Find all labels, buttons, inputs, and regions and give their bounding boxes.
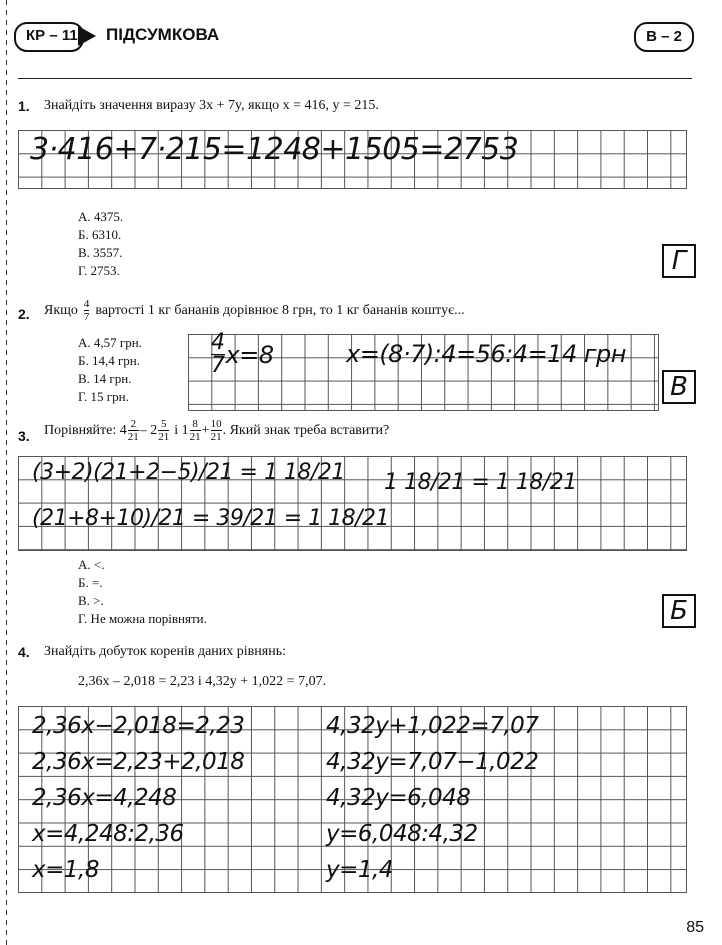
cut-line: [6, 0, 7, 945]
q2-text: [44, 298, 465, 323]
q2-work-a-text: x=8: [225, 340, 274, 369]
q3-option-d: Г. Не можна порівняти.: [78, 611, 207, 626]
q2-answer-box: В: [662, 370, 696, 404]
q3-f3-num: 8: [190, 418, 201, 431]
q1-number: 1.: [18, 98, 30, 114]
q3-text-post: . Який знак треба вставити?: [222, 422, 390, 438]
q2-number: 2.: [18, 306, 30, 322]
page-number: 85: [686, 919, 704, 936]
q4-left-line-5: x=1,8: [32, 857, 99, 883]
q4-right-line-3: 4,32y=6,048: [326, 785, 471, 811]
q4-right-line-2: 4,32y=7,07−1,022: [326, 749, 539, 775]
variant-badge: В – 2: [634, 22, 694, 52]
q3-text-mid2: і 1: [174, 422, 189, 438]
q3-option-c: В. >.: [78, 593, 104, 608]
q3-text: [44, 418, 389, 443]
q2-work-frac-num: 4: [211, 330, 225, 355]
q3-f4-num: 10: [210, 418, 222, 430]
q1-options: [78, 208, 123, 280]
q4-right-line-1: 4,32y+1,022=7,07: [326, 713, 539, 739]
q1-option-b: Б. 6310.: [78, 227, 122, 242]
q3-frac-3: [190, 418, 201, 443]
q2-frac-num: 4: [83, 298, 90, 310]
q3-work-right: 1 18/21 = 1 18/21: [384, 470, 577, 495]
page-title: ПІДСУМКОВА: [106, 25, 220, 44]
q4-left-line-3: 2,36x=4,248: [32, 785, 177, 811]
q3-frac-1: [128, 418, 139, 443]
q3-frac-2: [158, 418, 169, 443]
q3-option-b: Б. =.: [78, 575, 103, 590]
q3-f2-den: 21: [158, 431, 170, 443]
q1-text: Знайдіть значення виразу 3x + 7y, якщо x = 416, y = 215.: [44, 98, 379, 113]
q3-f3-den: 21: [189, 431, 201, 443]
q3-text-pre: Порівняйте: 4: [44, 422, 127, 438]
q4-left-line-2: 2,36x=2,23+2,018: [32, 749, 245, 775]
q3-frac-4: [211, 418, 222, 443]
q3-f4-den: 21: [210, 431, 222, 443]
q2-work-a: [210, 332, 274, 377]
q2-text-post: вартості 1 кг бананів дорівнює 8 грн, то 1 кг бананів коштує...: [95, 302, 465, 318]
q1-option-c: В. 3557.: [78, 245, 123, 260]
q3-option-a: А. <.: [78, 557, 105, 572]
q3-f2-num: 5: [158, 418, 169, 431]
q2-option-c: В. 14 грн.: [78, 371, 132, 386]
q2-option-b: Б. 14,4 грн.: [78, 353, 141, 368]
q2-work-frac-den: 7: [211, 353, 225, 378]
q4-right-line-4: y=6,048:4,32: [326, 821, 478, 847]
q1-option-a: А. 4375.: [78, 209, 124, 224]
q1-option-d: Г. 2753.: [78, 263, 120, 278]
q3-f1-den: 21: [127, 431, 139, 443]
q4-work-left: [32, 708, 244, 888]
q4-number: 4.: [18, 644, 30, 660]
q4-text: Знайдіть добуток коренів даних рівнянь:: [44, 644, 286, 659]
test-code-badge: КР – 11: [14, 22, 84, 52]
q2-work-fraction: [211, 332, 225, 377]
q2-text-pre: Якщо: [44, 302, 78, 318]
q3-work-line1: (3+2)(21+2−5)/21 = 1 18/21: [32, 460, 345, 485]
q2-work-b: x=(8·7):4=56:4=14 грн: [346, 340, 626, 368]
q3-work-line2: (21+8+10)/21 = 39/21 = 1 18/21: [32, 506, 390, 531]
header-divider: [18, 78, 692, 79]
q2-fraction: [84, 298, 90, 323]
q3-number: 3.: [18, 428, 30, 444]
q4-left-line-4: x=4,248:2,36: [32, 821, 184, 847]
q2-option-a: А. 4,57 грн.: [78, 335, 142, 350]
q3-text-mid1: – 2: [139, 422, 158, 438]
q1-work: 3·416+7·215=1248+1505=2753: [30, 132, 519, 167]
q2-frac-den: 7: [83, 311, 90, 323]
q3-answer-box: Б: [662, 594, 696, 628]
q2-options: [78, 334, 142, 406]
q4-left-line-1: 2,36x−2,018=2,23: [32, 713, 245, 739]
q3-options: [78, 556, 207, 628]
q4-work-right: [326, 708, 538, 888]
q1-answer-box: Г: [662, 244, 696, 278]
q4-equations: 2,36x – 2,018 = 2,23 і 4,32y + 1,022 = 7,07.: [78, 674, 327, 689]
q3-f1-num: 2: [128, 418, 139, 431]
q4-right-line-5: y=1,4: [326, 857, 393, 883]
q3-text-mid3: +: [201, 422, 210, 438]
q2-option-d: Г. 15 грн.: [78, 389, 129, 404]
arrow-icon: [78, 26, 96, 46]
